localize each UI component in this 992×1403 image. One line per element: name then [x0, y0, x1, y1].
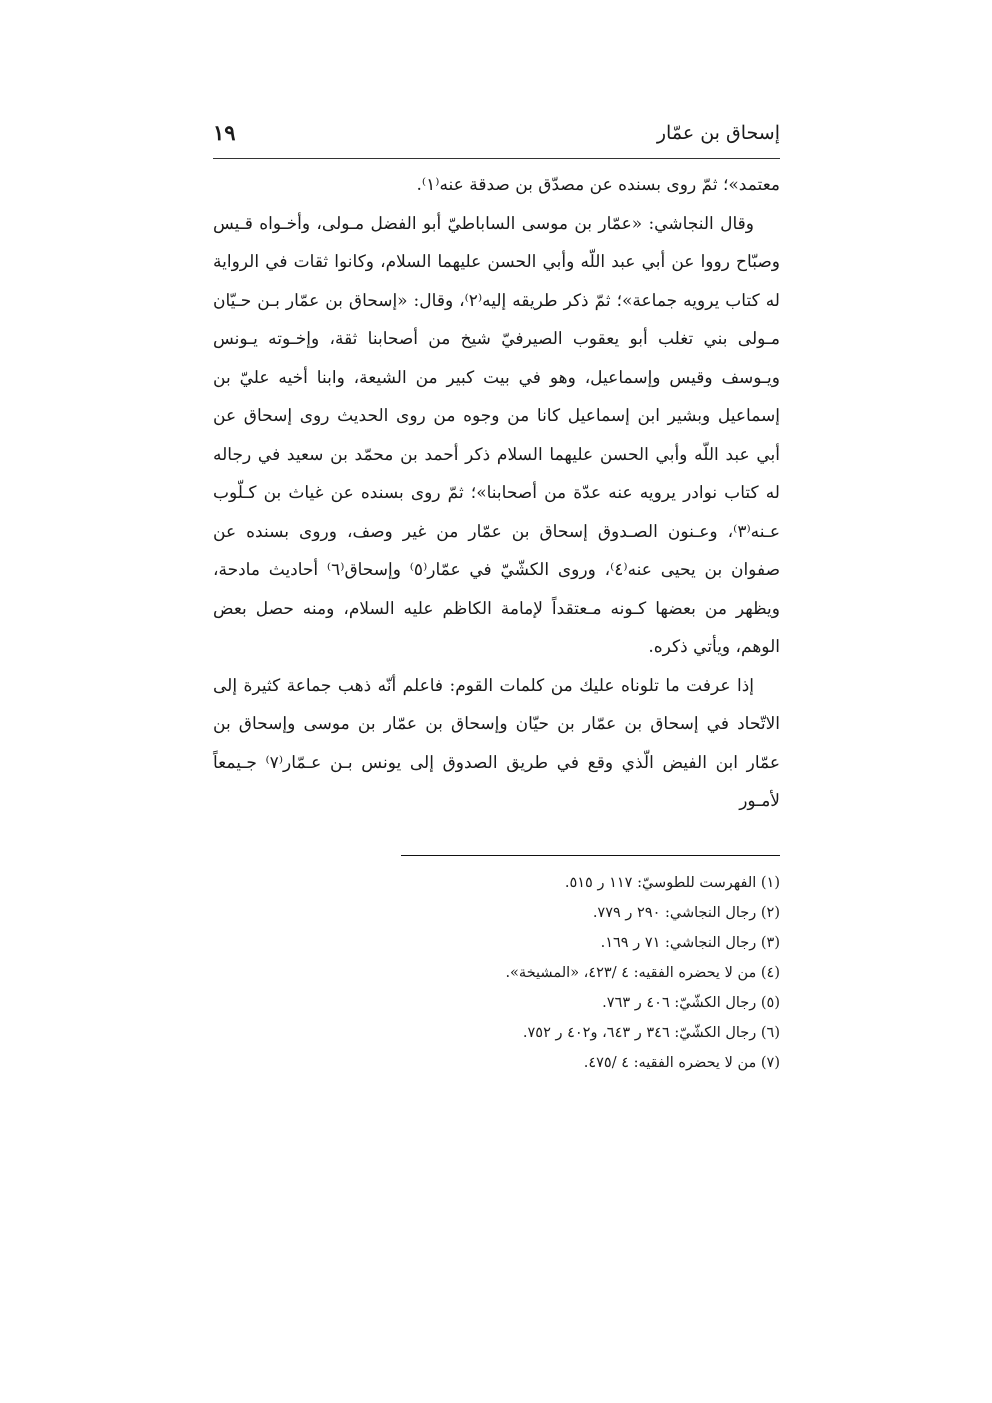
- footnotes: [213, 868, 780, 1078]
- footnote-item: (٧) من لا يحضره الفقيه: ٤ /٤٧٥.: [583, 1055, 780, 1071]
- footnote-item: (٤) من لا يحضره الفقيه: ٤ /٤٢٣، «المشيخة».: [505, 965, 780, 981]
- footnote-item: (١) الفهرست للطوسيّ: ١١٧ ر ٥١٥.: [564, 875, 780, 891]
- paragraph-continuation: معتمد»؛ ثمّ روى بسنده عن مصدّق بن صدقة عنه⁽١⁾.: [416, 175, 780, 195]
- page-number: ١٩: [213, 120, 236, 145]
- footnote-item: (٢) رجال النجاشي: ٢٩٠ ر ٧٧٩.: [592, 905, 780, 921]
- footnote-item: (٦) رجال الكشّيّ: ٣٤٦ ر ٦٤٣، و٤٠٢ ر ٧٥٢.: [522, 1025, 780, 1041]
- paragraph-najashi-quote: وقال النجاشي: «عمّار بن موسى الساباطيّ أبو الفضل مـولى، وأخـواه قـيس وصبّاح رووا عن أبي عبد اللّه وأبي الحسن عليهما السلام، وكانوا ثقات في الرواية له كتاب يرويه جماعة»؛ ثمّ ذكر طريقه إليه⁽٢⁾، وقال: «إسحاق بن عمّار بـن حـيّان مـولى بني تغلب أبو يعقوب الصيرفيّ شيخ من أصحابنا ثقة، وإخـوته يـونس ويـوسف وقيس وإسماعيل، وهو في بيت كبير من الشيعة، وابنا أخيه عليّ بن إسماعيل وبشير ابن إسماعيل كانا من وجوه من روى الحديث روى إسحاق عن أبي عبد اللّه وأبي الحسن عليهما السلام ذكر أحمد بن محمّد بن سعيد في رجاله له كتاب نوادر يرويه عنه عدّة من أصحابنا»؛ ثمّ روى بسنده عن غياث بن كـلّوب عـنه⁽٣⁾، وعـنون الصـدوق إسحاق بن عمّار من غير وصف، وروى بسنده عن صفوان بن يحيى عنه⁽٤⁾، وروى الكشّيّ في عمّار⁽٥⁾ وإسحاق⁽٦⁾ أحاديث مادحة، ويظهر من بعضها كـونه مـعتقداً لإمامة الكاظم عليه السلام، ومنه حصل بعض الوهم، ويأتي ذكره.: [213, 213, 781, 657]
- footnote-item: (٥) رجال الكشّيّ: ٤٠٦ ر ٧٦٣.: [602, 995, 780, 1011]
- running-title: إسحاق بن عمّار: [656, 122, 780, 144]
- footnote-separator: [401, 855, 780, 856]
- paragraph-conclusion: إذا عرفت ما تلوناه عليك من كلمات القوم: فاعلم أنّه ذهب جماعة كثيرة إلى الاتّحاد في إسحاق بن عمّار بن حيّان وإسحاق بن عمّار بن موسى وإسحاق بن عمّار ابن الفيض الّذي وقع في طريق الصدوق إلى يونس بـن عـمّار⁽٧⁾ جـيمعاً لأمـور: [213, 675, 780, 811]
- body-text: [213, 166, 780, 821]
- header-rule: [213, 158, 780, 159]
- page-header: [213, 112, 780, 162]
- footnote-item: (٣) رجال النجاشي: ٧١ ر ١٦٩.: [600, 935, 780, 951]
